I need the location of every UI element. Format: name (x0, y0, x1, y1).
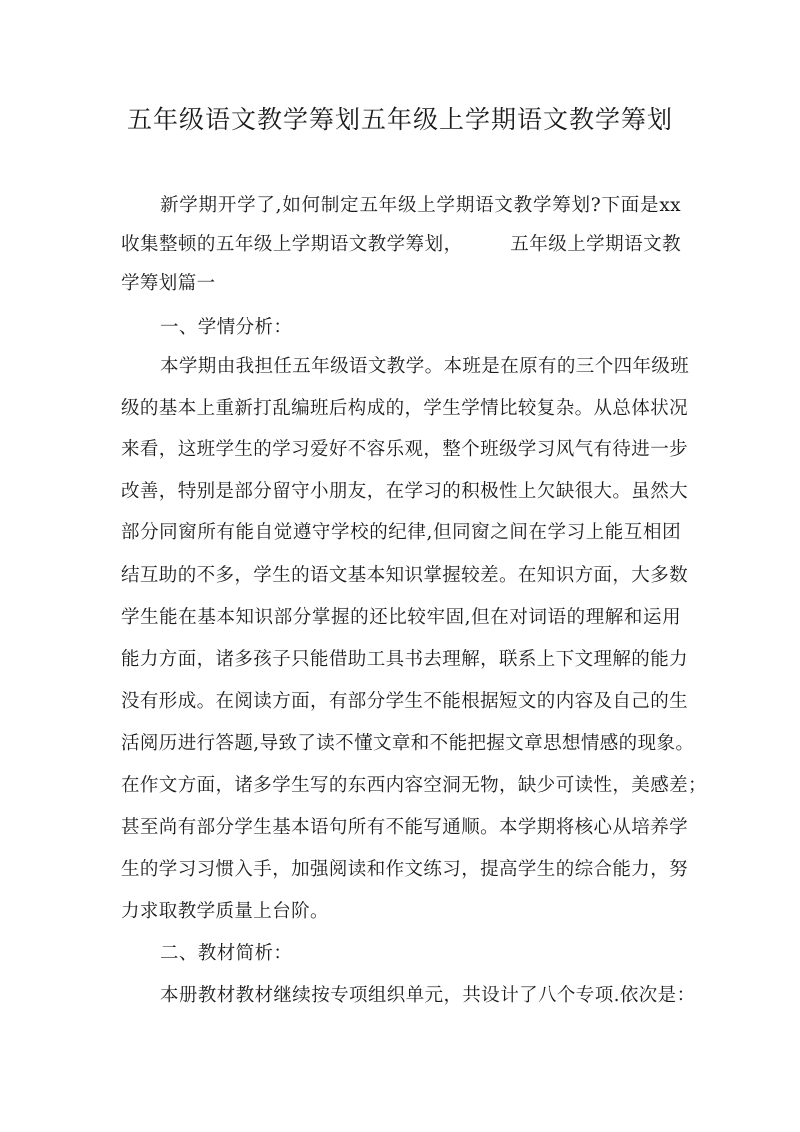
paragraph-line: 新学期开学了,如何制定五年级上学期语文教学筹划?下面是xx (160, 195, 681, 216)
paragraph-line: 本学期由我担任五年级语文教学。本班是在原有的三个四年级班 (160, 356, 690, 377)
paragraph-line: 甚至尚有部分学生基本语句所有不能写通顺。本学期将核心从培养学 (121, 817, 689, 838)
paragraph-line: 收集整顿的五年级上学期语文教学筹划， 五年级上学期语文教 (121, 234, 681, 255)
paragraph-line: 没有形成。在阅读方面，有部分学生不能根据短文的内容及自己的生 (121, 691, 689, 712)
section-heading: 一、学情分析： (160, 317, 293, 338)
paragraph-line: 来看，这班学生的学习爱好不容乐观，整个班级学习风气有待进一步 (121, 439, 689, 460)
paragraph-line: 活阅历进行答题,导致了读不懂文章和不能把握文章思想情感的现象。 (121, 733, 695, 754)
paragraph-line: 学筹划篇一 (121, 273, 216, 294)
paragraph-line: 部分同窗所有能自觉遵守学校的纪律,但同窗之间在学习上能互相团 (121, 522, 681, 543)
paragraph-line: 学生能在基本知识部分掌握的还比较牢固,但在对词语的理解和运用 (121, 607, 681, 628)
paragraph-line: 力求取教学质量上台阶。 (121, 901, 329, 922)
paragraph-line: 本册教材教材继续按专项组织单元，共设计了八个专项.依次是： (160, 985, 696, 1006)
paragraph-line: 在作文方面，诸多学生写的东西内容空洞无物，缺少可读性，美感差； (121, 775, 707, 796)
paragraph-line: 能力方面，诸多孩子只能借助工具书去理解，联系上下文理解的能力 (121, 649, 689, 670)
paragraph-line: 级的基本上重新打乱编班后构成的，学生学情比较复杂。从总体状况 (121, 398, 689, 419)
document-title: 五年级语文教学筹划五年级上学期语文教学筹划 (126, 105, 673, 134)
paragraph-line: 改善，特别是部分留守小朋友，在学习的积极性上欠缺很大。虽然大 (121, 481, 689, 502)
paragraph-line: 生的学习习惯入手，加强阅读和作文练习，提高学生的综合能力，努 (121, 859, 689, 880)
paragraph-line: 结互助的不多，学生的语文基本知识掌握较差。在知识方面，大多数 (121, 565, 689, 586)
section-heading: 二、教材简析： (160, 943, 293, 964)
